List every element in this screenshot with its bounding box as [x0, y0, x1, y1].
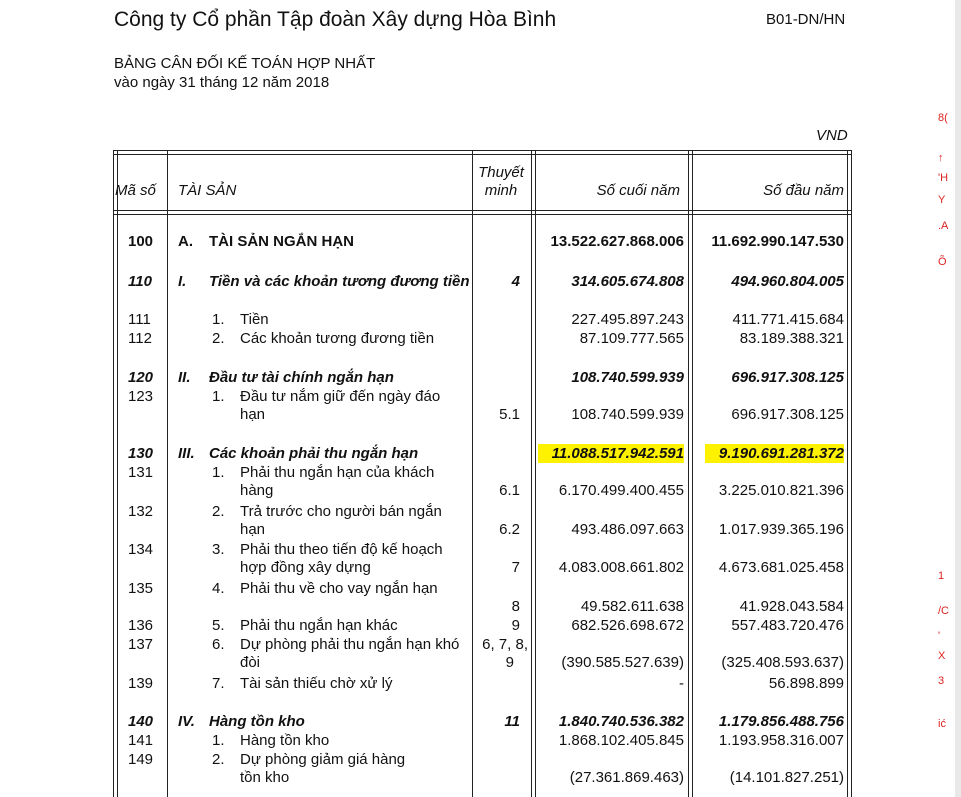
row-value-end-of-year	[536, 445, 684, 463]
row-note: 4	[511, 273, 520, 290]
row-value-end-of-year: 1.868.102.405.845	[558, 732, 684, 749]
row-note: 9	[511, 617, 520, 634]
row-value-end-of-year: 108.740.599.939	[571, 369, 684, 386]
column-header-note: Thuyết minh	[478, 164, 524, 199]
adjacent-page-edge: 8( ↑ 'H Y .A Õ 1 /C ' X 3 ić	[938, 112, 949, 730]
row-label: Đầu tư tài chính ngắn hạn	[209, 369, 394, 386]
row-value-end-of-year: 314.605.674.808	[571, 273, 684, 290]
row-item-number: 1.	[212, 464, 225, 481]
row-value-beginning-of-year: 557.483.720.476	[731, 617, 844, 634]
row-label: Dự phòng phải thu ngắn hạn khó	[240, 636, 460, 653]
row-note: 6, 7, 8,	[482, 636, 528, 653]
row-item-number: 2.	[212, 751, 225, 768]
row-note: 11	[504, 713, 520, 730]
row-value-beginning-of-year: 4.673.681.025.458	[718, 559, 844, 576]
column-header-beginning-of-year: Số đầu năm	[763, 182, 844, 199]
row-label: Phải thu về cho vay ngắn hạn	[240, 580, 438, 597]
row-label: Tiền và các khoản tương đương tiền	[209, 273, 470, 290]
row-label: TÀI SẢN NGẮN HẠN	[209, 233, 354, 250]
column-header-code: Mã số	[115, 182, 156, 199]
row-code: 123	[128, 388, 154, 405]
row-label: Phải thu ngắn hạn khác	[240, 617, 398, 634]
currency-label: VND	[816, 127, 848, 144]
row-code: 141	[128, 732, 154, 749]
column-header-end-of-year: Số cuối năm	[596, 182, 680, 199]
row-code: 135	[128, 580, 154, 597]
row-code: 110	[128, 273, 152, 290]
row-code: 130	[128, 445, 154, 462]
row-code: 137	[128, 636, 154, 653]
row-item-number: 3.	[212, 541, 225, 558]
row-value-end-of-year: 1.840.740.536.382	[558, 713, 684, 730]
row-value-beginning-of-year: (325.408.593.637)	[721, 654, 844, 671]
row-item-number: 4.	[212, 580, 225, 597]
row-label: Tài sản thiếu chờ xử lý	[240, 675, 393, 692]
row-value-end-of-year: (390.585.527.639)	[561, 654, 684, 671]
row-value-end-of-year: 13.522.627.868.006	[550, 233, 684, 250]
row-code: 134	[128, 541, 154, 558]
row-label: Tiền	[240, 311, 269, 328]
row-value-beginning-of-year: 56.898.899	[768, 675, 844, 692]
row-section-numeral: A.	[178, 233, 193, 250]
row-section-numeral: IV.	[178, 713, 195, 730]
row-section-numeral: I.	[178, 273, 187, 290]
row-value-beginning-of-year: 11.692.990.147.530	[711, 233, 844, 250]
row-value-beginning-of-year: 696.917.308.125	[731, 406, 844, 423]
row-value-end-of-year: 493.486.097.663	[571, 521, 684, 538]
row-value-end-of-year: -	[679, 675, 684, 692]
row-item-number: 1.	[212, 311, 225, 328]
row-value-end-of-year: 108.740.599.939	[571, 406, 684, 423]
row-value-end-of-year: 682.526.698.672	[571, 617, 684, 634]
row-item-number: 2.	[212, 330, 225, 347]
row-item-number: 1.	[212, 732, 225, 749]
company-name: Công ty Cổ phần Tập đoàn Xây dựng Hòa Bình	[114, 8, 557, 31]
row-section-numeral: III.	[178, 445, 195, 462]
row-value-beginning-of-year: 411.771.415.684	[732, 311, 844, 328]
highlight-marker: 9.190.691.281.372	[705, 444, 844, 463]
row-label: hợp đồng xây dựng	[240, 559, 371, 576]
row-item-number: 6.	[212, 636, 225, 653]
row-label: Phải thu ngắn hạn của khách	[240, 464, 435, 481]
row-label: Các khoản tương đương tiền	[240, 330, 435, 347]
document-date: vào ngày 31 tháng 12 năm 2018	[114, 74, 330, 91]
row-item-number: 2.	[212, 503, 225, 520]
row-value-end-of-year: 49.582.611.638	[580, 598, 684, 615]
row-label: Các khoản phải thu ngắn hạn	[209, 445, 419, 462]
row-label: hạn	[240, 521, 266, 538]
row-value-end-of-year: 87.109.777.565	[579, 330, 684, 347]
row-code: 136	[128, 617, 154, 634]
row-code: 149	[128, 751, 154, 768]
row-label: tồn kho	[240, 769, 290, 786]
page-shadow	[955, 0, 961, 797]
row-note: 5.1	[499, 406, 520, 423]
row-label: Hàng tồn kho	[240, 732, 330, 749]
row-code: 100	[128, 233, 154, 250]
row-value-beginning-of-year: 696.917.308.125	[731, 369, 844, 386]
row-value-end-of-year: 6.170.499.400.455	[558, 482, 684, 499]
row-code: 111	[128, 311, 151, 328]
row-label: Đầu tư nắm giữ đến ngày đáo	[240, 388, 441, 405]
highlight-marker: 11.088.517.942.591	[538, 444, 684, 463]
row-value-beginning-of-year: 1.017.939.365.196	[718, 521, 844, 538]
row-value-beginning-of-year: 3.225.010.821.396	[718, 482, 844, 499]
row-value-beginning-of-year: 1.179.856.488.756	[718, 713, 844, 730]
row-item-number: 7.	[212, 675, 225, 692]
form-code: B01-DN/HN	[766, 11, 846, 28]
row-label: đòi	[240, 654, 261, 671]
row-label: Phải thu theo tiến độ kế hoạch	[240, 541, 443, 558]
row-note: 9	[505, 654, 514, 671]
column-header-assets: TÀI SẢN	[178, 182, 237, 199]
row-label: Dự phòng giảm giá hàng	[240, 751, 406, 768]
row-section-numeral: II.	[178, 369, 191, 386]
row-value-beginning-of-year: 1.193.958.316.007	[718, 732, 844, 749]
row-value-beginning-of-year: 83.189.388.321	[739, 330, 844, 347]
row-label: hạn	[240, 406, 266, 423]
row-note: 6.1	[499, 482, 520, 499]
row-value-beginning-of-year: (14.101.827.251)	[729, 769, 844, 786]
row-value-beginning-of-year: 494.960.804.005	[731, 273, 844, 290]
row-code: 139	[128, 675, 154, 692]
row-value-beginning-of-year: 41.928.043.584	[739, 598, 844, 615]
row-value-beginning-of-year	[694, 445, 844, 463]
row-note: 7	[511, 559, 520, 576]
row-code: 132	[128, 503, 154, 520]
row-value-end-of-year: 227.495.897.243	[571, 311, 684, 328]
row-value-end-of-year: (27.361.869.463)	[569, 769, 684, 786]
row-note: 8	[511, 598, 520, 615]
row-code: 120	[128, 369, 154, 386]
row-code: 131	[128, 464, 154, 481]
row-code: 140	[128, 713, 154, 730]
row-label: Hàng tồn kho	[209, 713, 305, 730]
row-label: Trả trước cho người bán ngắn	[240, 503, 442, 520]
row-label: hàng	[240, 482, 274, 499]
row-item-number: 5.	[212, 617, 225, 634]
row-code: 112	[128, 330, 152, 347]
row-note: 6.2	[499, 521, 520, 538]
row-item-number: 1.	[212, 388, 225, 405]
document-title: BẢNG CÂN ĐỐI KẾ TOÁN HỢP NHẤT	[114, 55, 376, 72]
row-value-end-of-year: 4.083.008.661.802	[558, 559, 684, 576]
